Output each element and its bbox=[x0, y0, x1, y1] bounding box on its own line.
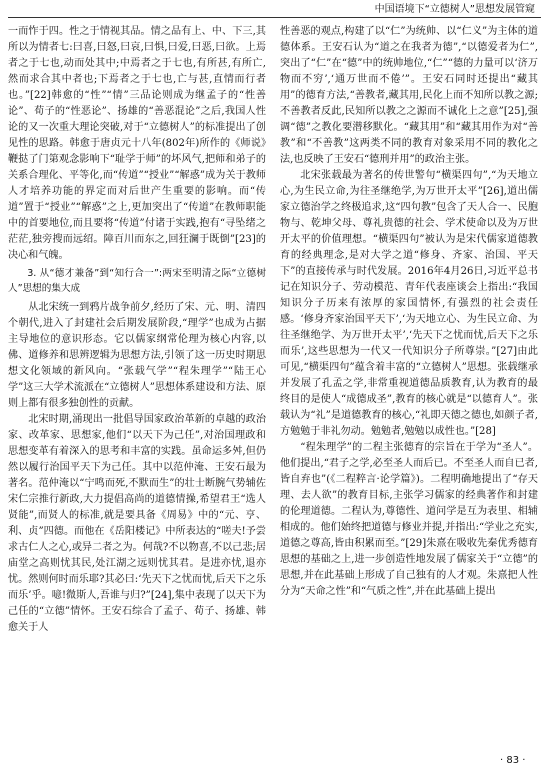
paragraph: “程朱理学”的二程主张德育的宗旨在于学为“圣人”。他们提出,“君子之学,必至圣人而后已。不至圣人而自已者,皆自弃也”(《二程粹言·论学篇》)。二程明确地提出了“存天理、去人欲”的教育目标,主张学习儒家的经典著作和封建的伦理道德。二程认为,尊德性、道问学是互为表里、相辅相成的。他们始终把道德与修业并提,并指出:“学业之充实,道德之尊高,皆由积累而至。”[29]朱熹在吸收先秦优秀德育思想的基础之上,进一步创造性地发展了儒家关于“立德”的思想,并在此基础上形成了自己独有的人才观。朱熹把人性分为“天命之性”和“气质之性”,并在此基础上提出 bbox=[280, 442, 538, 597]
left-column bbox=[8, 24, 266, 636]
paragraph: 北宋时期,涌现出一批倡导国家政治革新的卓越的政治家、改革家、思想家,他们“以天下为己任”,对治国理政和思想变革有着深入的思考和丰富的实践。虽命运多舛,但仍然以履行治国平天下为己任。其中以范仲淹、王安石最为著名。范仲淹以“宁鸣而死,不默而生”的壮士断腕气势辅佐宋仁宗推行新政,大力提倡高尚的道德情操,希望君王“选人贤能”,而贤人的标准,就是要具备《周易》中的“元、亨、利、贞”四德。而他在《岳阳楼记》中所表达的“嗟夫!予尝求古仁人之心,或异二者之为。何哉?不以物喜,不以己悲;居庙堂之高则忧其民,处江湖之远则忧其君。是进亦忧,退亦忧。然则何时而乐耶?其必曰:‘先天下之忧而忧,后天下之乐而乐’乎。噫!微斯人,吾谁与归?”[24],集中表现了以天下为己任的“立德”情怀。王安石综合了孟子、荀子、扬雄、韩愈关于人 bbox=[8, 414, 266, 633]
paragraph: 一而怍于四。性之于情视其品。情之品有上、中、下三,其所以为情者七:曰喜,曰怒,曰哀,曰惧,曰爱,曰恶,曰欲。上焉者之于七也,动而处其中;中焉者之于七也,有所甚,有所亡,然而求合其中者也;下焉者之于七也,亡与甚,直情而行者也。”[22]韩愈的“性”“情”三品论则成为继孟子的“性善论”、荀子的“性恶论”、扬雄的“善恶混论”之后,我国人性论的又一次重大理论突破,对于“立德树人”的标准提出了创见性的思路。韩愈于唐贞元十八年(802年)所作的《师说》鞭挞了门第观念影响下“耻学于师”的坏风气,把师和弟子的关系合理化、平等化,而“传道”“授业”“解惑”成为关于教师人才培养功能的界定而对后世产生重要的影响。而“传道”置于“授业”“解惑”之上,更加突出了“传道”在教师职能中的首要地位,而且要将“传道”付诸于实践,抱有“寻坠绪之茫茫,独旁搜而远绍。障百川而东之,回狂澜于既倒”[23]的决心和气魄。 bbox=[8, 26, 266, 261]
paragraph: 从北宋统一到鸦片战争前夕,经历了宋、元、明、清四个朝代,进入了封建社会后期发展阶段,“理学”也成为占据主导地位的意识形态。它以儒家纲常伦理为核心内容,以佛、道修养和思辨逻辑为思想方法,引领了这一历史时期思想文化领域的新风向。“张载气学”“程朱理学”“陆王心学”这三大学术流派在“立德树人”思想体系建设和方法、原则上都有很多独创性的贡献。 bbox=[8, 302, 266, 409]
paragraph: 北宋张载最为著名的传世警句“横渠四句”,“为天地立心,为生民立命,为往圣继绝学,为万世开太平”[26],道出儒家立德治学之终极追求,这“四句教”包含了天人合一、民胞物与、乾坤父母、尊礼贵德的社会、学术使命以及为万世开太平的价值理想。“横渠四句”被认为是宋代儒家道德教育的经典理念,是对大学之道“修身、齐家、治国、平天下”的直接传承与时代发展。2016年4月26日,习近平总书记在知识分子、劳动模范、青年代表座谈会上指出:“我国知识分子历来有浓厚的家国情怀,有强烈的社会责任感。‘修身齐家治国平天下’,‘为天地立心、为生民立命、为往圣继绝学、为万世开太平’,‘先天下之忧而忧,后天下之乐而乐’,这些思想为一代又一代知识分子所尊崇。”[27]由此可见,“横渠四句”蕴含着丰富的“立德树人”思想。张载继承并发展了孔孟之学,非常重视道德品质教育,认为教育的最终目的是使人“成德成圣”,教育的核心就是“以德育人”。张载认为“礼”是道德教育的核心,“礼即天德之德也,如颜子者,方勉勉于非礼勿动。勉勉者,勉勉以成性也。”[28] bbox=[280, 170, 538, 437]
section-heading: 3. 从“德才兼备”到“知行合一”:两宋至明清之际“立德树人”思想的集大成 bbox=[8, 268, 266, 294]
right-column bbox=[280, 24, 538, 600]
header-rule bbox=[8, 17, 541, 18]
paragraph: 性善恶的观点,构建了以“仁”为统帅、以“仁义”为主体的道德体系。王安石认为“道之在我者为德”,“以德爱者为仁”,突出了“仁”在“德”中的统帅地位,“仁”“德的力量可以‘济万物而不穷’,‘通万世而不倦’”。王安石同时还提出“藏其用”的德育方法,“善教者,藏其用,民化上而不知所以教之源;不善教者反此,民知所以教之之源而不诚化上之意”[25],强调“德”之教化要潜移默化。“藏其用”和“藏其用作为对“善教”和“不善教”这两类不同的教育对象采用不同的教化之法,也反映了王安石“德刑并用”的政治主张。 bbox=[280, 26, 538, 165]
running-header: 中国语境下“立德树人”思想发展管窥 bbox=[374, 4, 535, 15]
page-number: · 83 · bbox=[500, 755, 526, 766]
